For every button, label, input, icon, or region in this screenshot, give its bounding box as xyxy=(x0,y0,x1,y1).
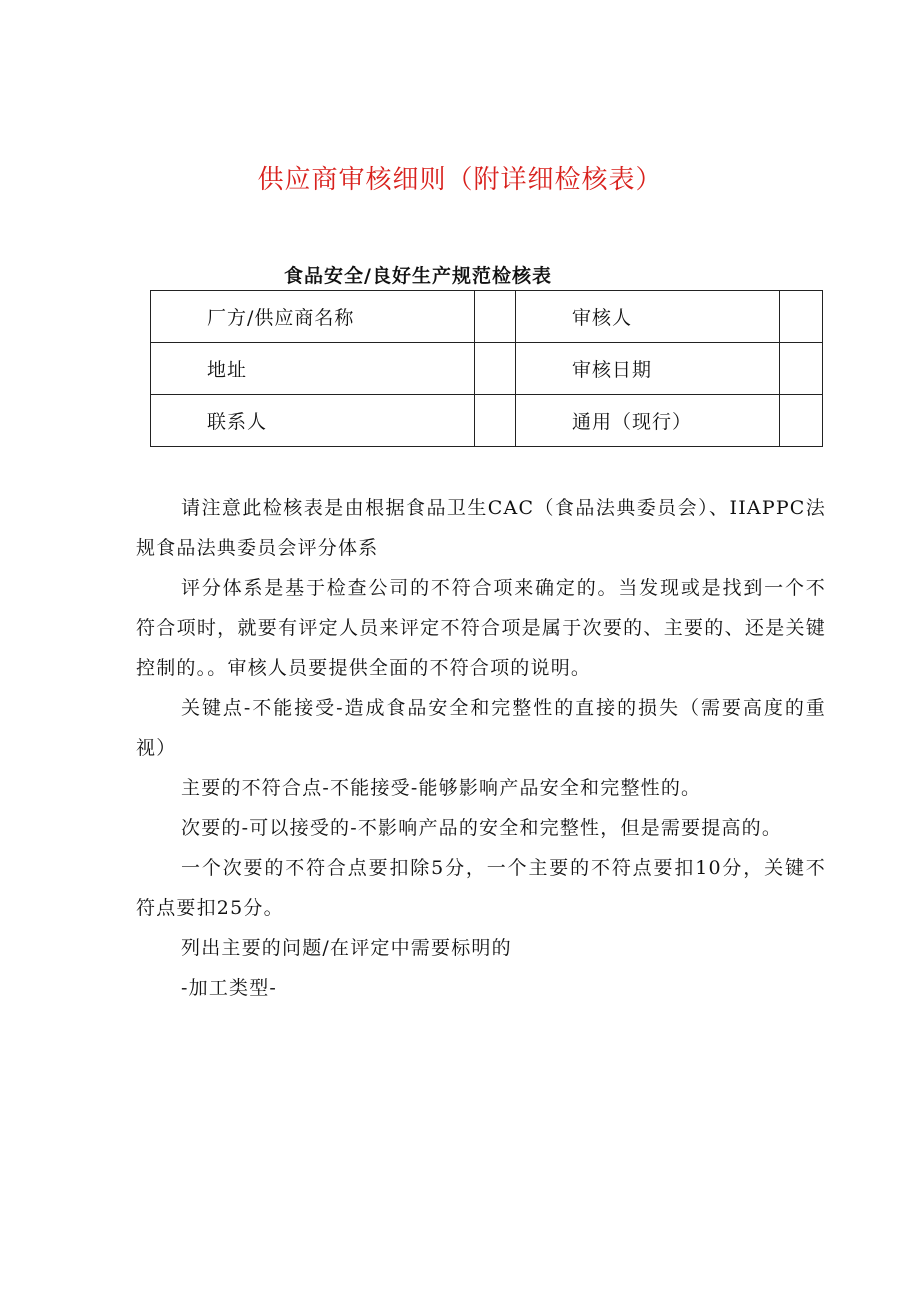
general-current-field[interactable] xyxy=(780,395,823,447)
auditor-label: 审核人 xyxy=(516,291,780,343)
paragraph-minor: 次要的-可以接受的-不影响产品的安全和完整性，但是需要提高的。 xyxy=(181,817,783,839)
supplier-name-field[interactable] xyxy=(475,291,516,343)
table-row xyxy=(151,291,823,343)
paragraph-deductions: 一个次要的不符合点要扣除5分，一个主要的不符点要扣10分，关键不符点要扣25分。 xyxy=(136,857,826,919)
paragraph-process-type: -加工类型- xyxy=(181,977,278,999)
document-title: 供应商审核细则（附详细检核表） xyxy=(257,165,663,195)
address-label: 地址 xyxy=(151,343,475,395)
checklist-table-title: 食品安全/良好生产规范检核表 xyxy=(284,265,552,287)
paragraph-intro: 请注意此检核表是由根据食品卫生CAC（食品法典委员会）、IIAPPC法规食品法典委员会评分体系 xyxy=(136,497,826,559)
audit-date-field[interactable] xyxy=(780,343,823,395)
table-row xyxy=(151,343,823,395)
contact-person-label: 联系人 xyxy=(151,395,475,447)
auditor-field[interactable] xyxy=(780,291,823,343)
paragraph-critical: 关键点-不能接受-造成食品安全和完整性的直接的损失（需要高度的重视） xyxy=(136,697,826,759)
audit-date-label: 审核日期 xyxy=(516,343,780,395)
address-field[interactable] xyxy=(475,343,516,395)
contact-person-field[interactable] xyxy=(475,395,516,447)
general-current-label: 通用（现行） xyxy=(516,395,780,447)
supplier-info-table xyxy=(150,290,823,447)
paragraph-scoring-system: 评分体系是基于检查公司的不符合项来确定的。当发现或是找到一个不符合项时，就要有评定人员来评定不符合项是属于次要的、主要的、还是关键控制的。。审核人员要提供全面的不符合项的说明。 xyxy=(136,577,826,679)
paragraph-major: 主要的不符合点-不能接受-能够影响产品安全和完整性的。 xyxy=(181,777,702,799)
table-row xyxy=(151,395,823,447)
body-text xyxy=(136,488,826,1008)
paragraph-list-issues: 列出主要的问题/在评定中需要标明的 xyxy=(181,937,512,959)
supplier-name-label: 厂方/供应商名称 xyxy=(151,291,475,343)
